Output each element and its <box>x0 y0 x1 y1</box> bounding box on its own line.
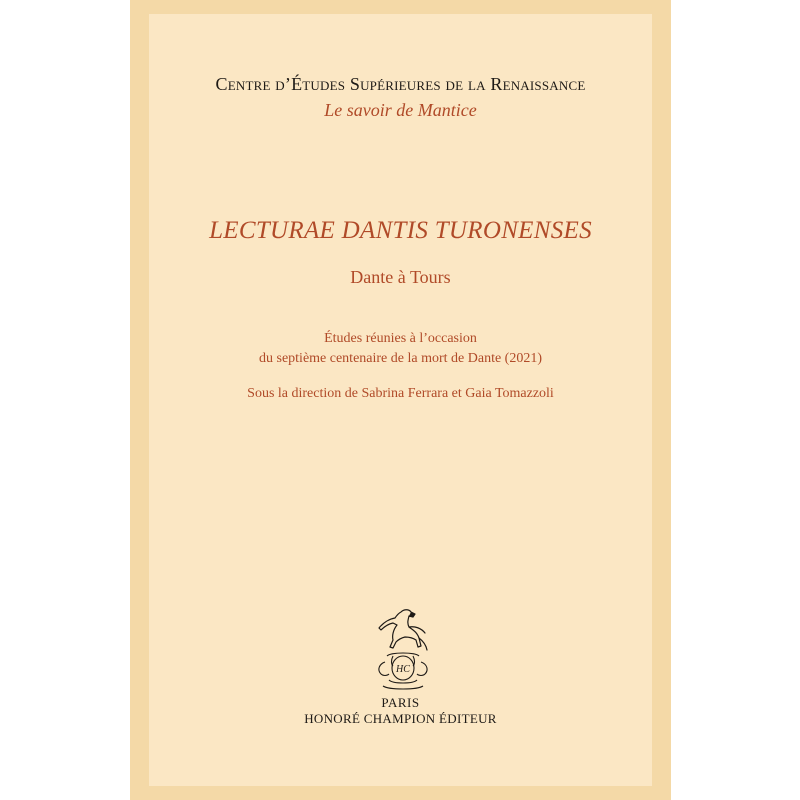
book-cover <box>130 0 671 800</box>
description-line-1: Études réunies à l’occasion <box>324 331 477 346</box>
book-title: LECTURAE DANTIS TURONENSES <box>209 217 592 244</box>
publisher-city: PARIS <box>381 695 420 710</box>
series-name: Le savoir de Mantice <box>324 100 477 120</box>
institution-name: Centre d’Études Supérieures de la Renaissance <box>215 74 586 94</box>
publisher-name: HONORÉ CHAMPION ÉDITEUR <box>304 711 497 726</box>
horse-emblem-icon <box>371 606 435 694</box>
cover-inner-panel <box>149 14 652 786</box>
editors-line: Sous la direction de Sabrina Ferrara et Gaia Tomazzoli <box>247 386 554 401</box>
emblem-monogram: HC <box>396 664 410 675</box>
description-line-2: du septième centenaire de la mort de Dante (2021) <box>259 351 542 366</box>
book-subtitle: Dante à Tours <box>350 267 451 287</box>
